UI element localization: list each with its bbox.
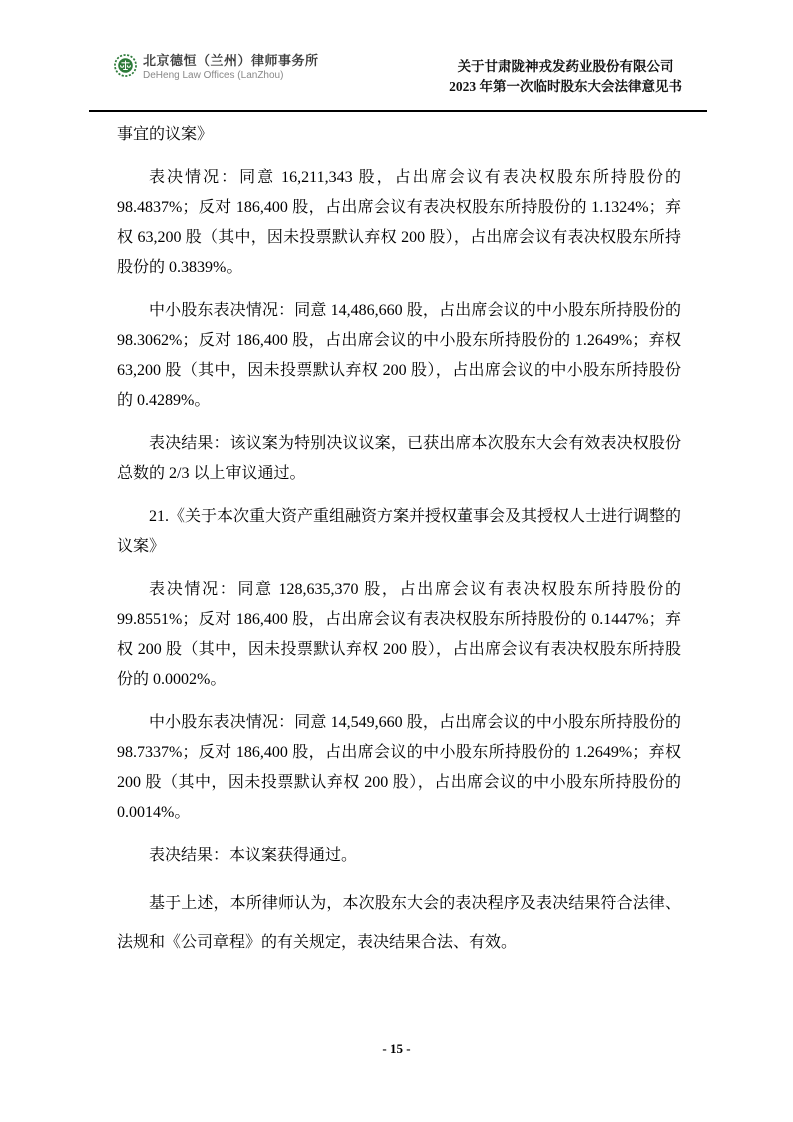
law-firm-name-block bbox=[143, 53, 319, 82]
law-firm-name-cn: 北京德恒（兰州）律师事务所 bbox=[143, 53, 319, 68]
paragraph-proposal-21-title: 21.《关于本次重大资产重组融资方案并授权董事会及其授权人士进行调整的议案》 bbox=[117, 508, 682, 555]
paragraph-vote-detail-item21: 表决情况：同意 128,635,370 股，占出席会议有表决权股东所持股份的 99.8551%；反对 186,400 股，占出席会议有表决权股东所持股份的 0.1447%；弃权 200 股（其中，因未投票默认弃权 200 股），占出席会议有表决权股东所持股份的 0.0002%。 bbox=[117, 581, 681, 688]
paragraph-continuation: 事宜的议案》 bbox=[117, 126, 214, 143]
document-title-line2: 2023 年第一次临时股东大会法律意见书 bbox=[449, 79, 682, 94]
paragraph-lawyer-conclusion: 基于上述，本所律师认为，本次股东大会的表决程序及表决结果符合法律、法规和《公司章程》的有关规定，表决结果合法、有效。 bbox=[117, 895, 681, 951]
law-firm-brand bbox=[114, 53, 319, 82]
paragraph-vote-result-item21: 表决结果：本议案获得通过。 bbox=[149, 847, 358, 864]
paragraph-minority-vote-detail-item20: 中小股东表决情况：同意 14,486,660 股，占出席会议的中小股东所持股份的 98.3062%；反对 186,400 股，占出席会议的中小股东所持股份的 1.2649%；弃权 63,200 股（其中，因未投票默认弃权 200 股），占出席会议的中小股东所持股份的 0.4289%。 bbox=[117, 302, 681, 409]
header-divider bbox=[89, 110, 707, 112]
paragraph-minority-vote-detail-item21: 中小股东表决情况：同意 14,549,660 股，占出席会议的中小股东所持股份的 98.7337%；反对 186,400 股，占出席会议的中小股东所持股份的 1.2649%；弃权 200 股（其中，因未投票默认弃权 200 股），占出席会议的中小股东所持股份的 0.0014%。 bbox=[117, 714, 681, 821]
paragraph-vote-detail-item20: 表决情况：同意 16,211,343 股，占出席会议有表决权股东所持股份的 98.4837%；反对 186,400 股，占出席会议有表决权股东所持股份的 1.1324%；弃权 63,200 股（其中，因未投票默认弃权 200 股），占出席会议有表决权股东所持股份的 0.3839%。 bbox=[117, 169, 681, 276]
law-firm-name-en: DeHeng Law Offices (LanZhou) bbox=[143, 70, 284, 81]
page-footer bbox=[0, 1041, 793, 1057]
paragraph-vote-result-item20: 表决结果：该议案为特别决议议案，已获出席本次股东大会有效表决权股份总数的 2/3 以上审议通过。 bbox=[117, 435, 681, 482]
document-title-line1: 关于甘肃陇神戎发药业股份有限公司 bbox=[457, 59, 674, 74]
document-body bbox=[117, 120, 681, 968]
document-title bbox=[449, 57, 682, 97]
deheng-scales-logo-icon bbox=[114, 54, 137, 77]
page-number: - 15 - bbox=[382, 1041, 411, 1056]
